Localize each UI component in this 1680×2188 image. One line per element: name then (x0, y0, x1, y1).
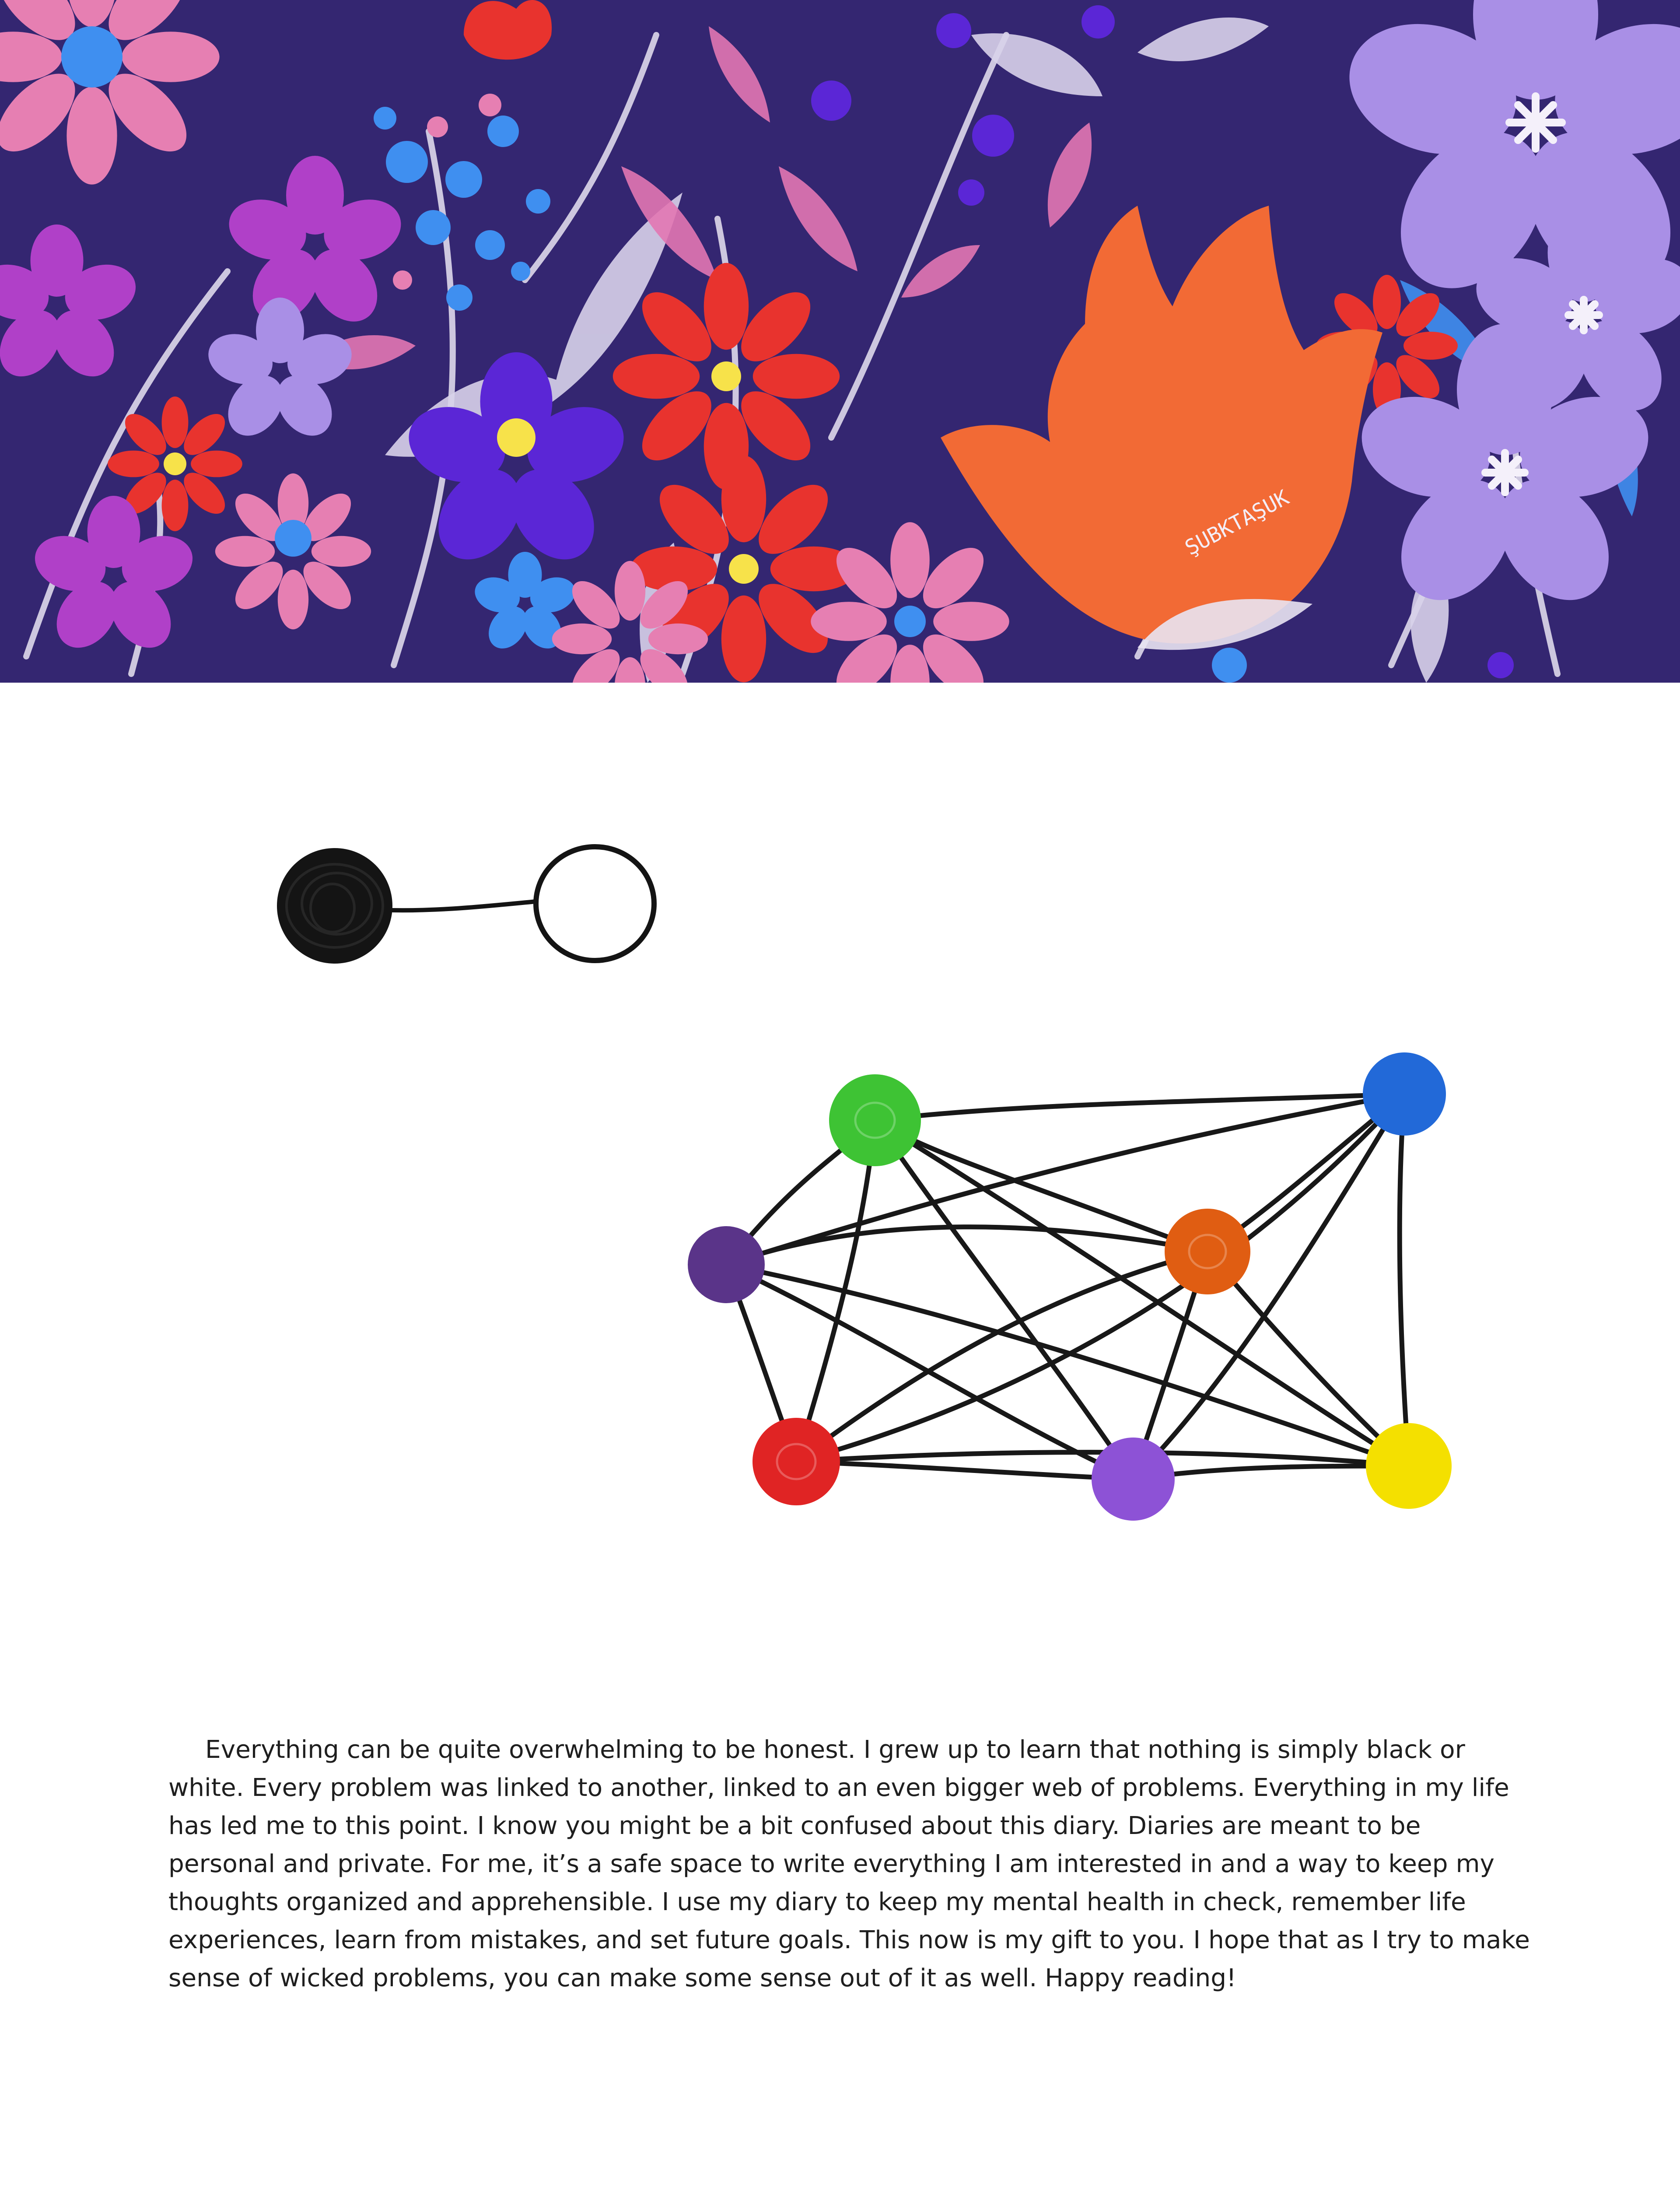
lavender-node (1092, 1438, 1175, 1521)
floral-banner-illustration (0, 0, 1680, 683)
network-links (726, 1094, 1409, 1479)
black-node (277, 848, 392, 964)
intro-paragraph: Everything can be quite overwhelming to be honest. I grew up to learn that nothing is simply black or white. Every problem was linked to another, linked to an even bigger web of problems. Everything in my life has led me to this point. I know you might be a bit confused about this diary. Diaries are meant to be personal and private. For me, it’s a safe space to write everything I am interested in and a way to keep my thoughts organized and apprehensible. I use my diary to keep my mental health in check, remember life experiences, learn from mistakes, and set future goals. This now is my gift to you. I hope that as I try to make sense of wicked problems, you can make some sense out of it as well. Happy reading! (168, 1736, 1530, 1992)
connecting-line (392, 901, 536, 910)
black-white-pair-doodle (245, 818, 674, 993)
indigo-node (688, 1226, 765, 1303)
yellow-node (1366, 1423, 1452, 1509)
blue-node (1363, 1052, 1446, 1136)
white-node (536, 847, 654, 961)
svg-text:ŞUBKTAŞUK: ŞUBKTAŞUK (1181, 485, 1293, 561)
colorful-network-doodle (656, 1028, 1488, 1553)
orange-node (1165, 1209, 1250, 1294)
green-node (829, 1074, 921, 1166)
red-node (752, 1418, 840, 1505)
